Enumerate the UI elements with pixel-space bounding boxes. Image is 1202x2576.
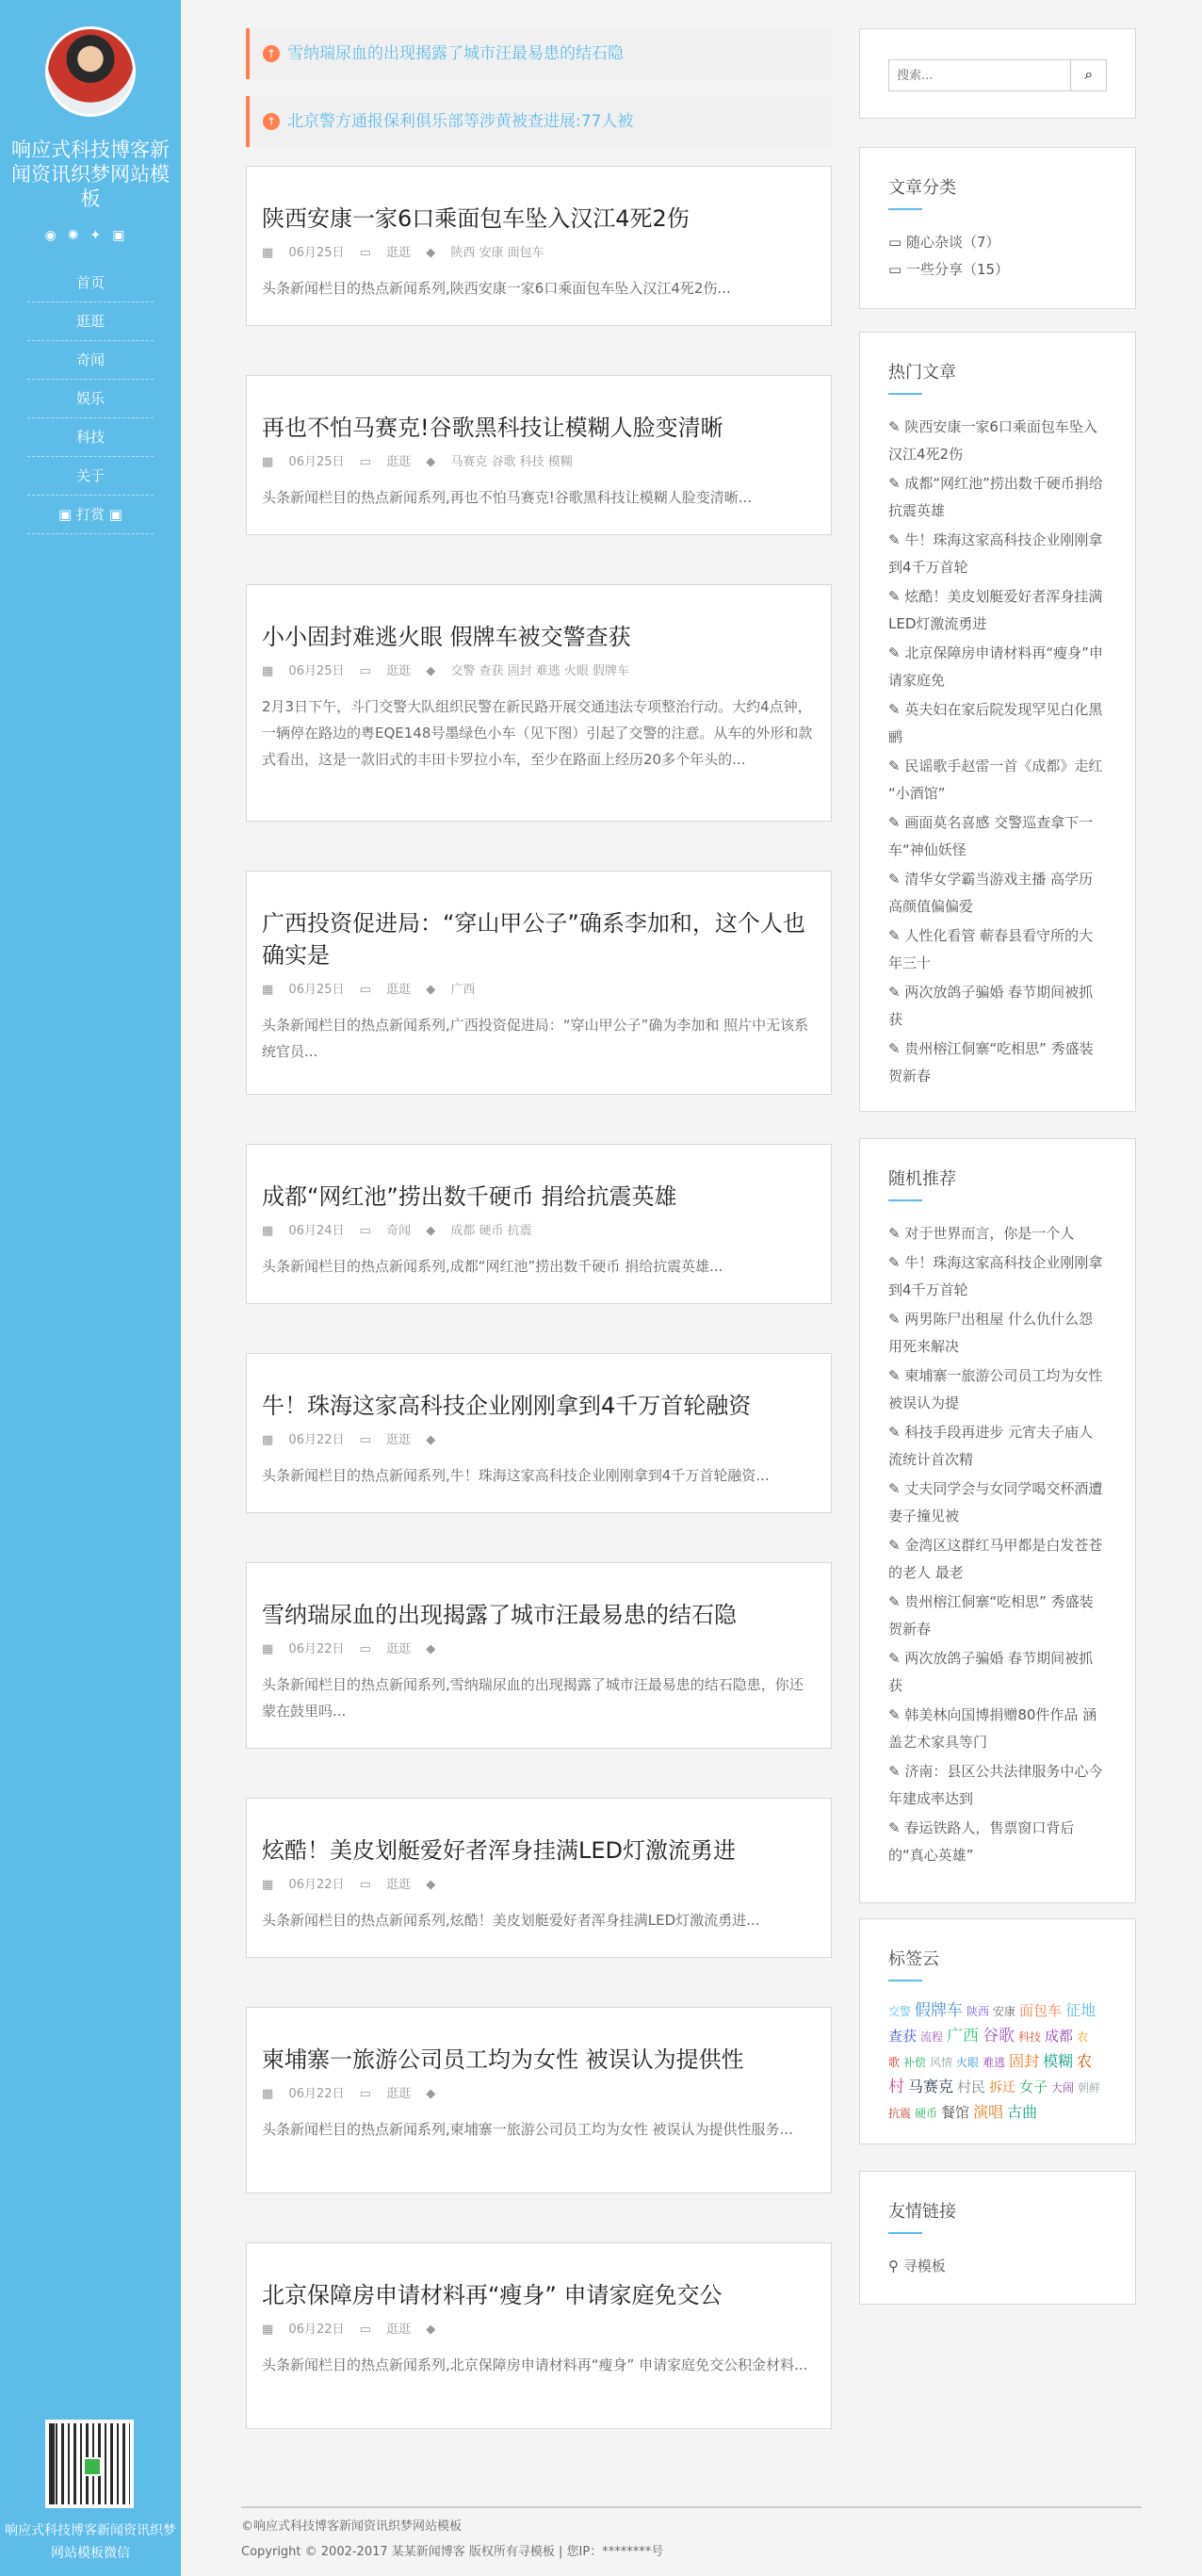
lock-icon: ▣ xyxy=(105,506,122,523)
list-item-label[interactable]: 贵州榕江侗寨“吃相思” 秀盛装贺新春 xyxy=(888,1593,1094,1638)
post-title[interactable]: 广西投资促进局：“穿山甲公子”确系李加和，这个人也确实是 xyxy=(262,910,805,969)
post-title[interactable]: 雪纳瑞尿血的出现揭露了城市汪最易患的结石隐 xyxy=(262,1602,737,1628)
post-card xyxy=(246,1144,832,1304)
list-item[interactable] xyxy=(888,1702,1107,1756)
post-meta xyxy=(262,242,816,260)
post-title[interactable]: 陕西安康一家6口乘面包车坠入汉江4死2伤 xyxy=(262,205,690,232)
rss-icon[interactable]: ◉ xyxy=(44,228,68,243)
post-excerpt: 头条新闻栏目的热点新闻系列,广西投资促进局：“穿山甲公子”确为李加和 照片中无该系统官员... xyxy=(262,1017,809,1060)
post-excerpt: 头条新闻栏目的热点新闻系列,陕西安康一家6口乘面包车坠入汉江4死2伤... xyxy=(262,280,731,297)
tag-link[interactable]: 查获 xyxy=(888,2028,918,2045)
list-item-label[interactable]: 两次放鸽子骗婚 春节期间被抓获 xyxy=(888,1650,1094,1694)
tag-icon: ◆ xyxy=(426,664,440,678)
widget-title: 标签云 xyxy=(888,1946,1107,1981)
tag-icon: ◆ xyxy=(426,246,440,260)
donate-label: 打赏 xyxy=(75,506,105,523)
list-item[interactable] xyxy=(888,583,1107,638)
tag-link[interactable]: 交警 xyxy=(888,2005,912,2018)
pencil-icon: ✎ xyxy=(888,758,905,774)
list-item-label[interactable]: 英夫妇在家后院发现罕见白化黑鹂 xyxy=(888,701,1103,745)
list-item[interactable] xyxy=(888,1758,1107,1813)
pencil-icon: ✎ xyxy=(888,1254,905,1271)
pencil-icon: ✎ xyxy=(888,588,905,605)
post-date: 06月22日 xyxy=(288,2087,345,2101)
weibo-icon[interactable]: ✺ xyxy=(67,228,90,243)
pencil-icon: ✎ xyxy=(888,814,905,831)
post-title[interactable]: 柬埔寨一旅游公司员工均为女性 被误认为提供性 xyxy=(262,2046,744,2073)
post-title[interactable]: 北京保障房申请材料再“瘦身” 申请家庭免交公 xyxy=(262,2282,723,2308)
post-excerpt: 2月3日下午，斗门交警大队组织民警在新民路开展交通违法专项整治行动。大约4点钟，一辆停在路边的粤EQE148号墨绿色小车（见下图）引起了交警的注意。从车的外形和款式看出，这是一款旧式的丰田卡罗拉小车，至少在路面上经历20多个年头的... xyxy=(262,698,813,768)
tag-link[interactable]: 大闹 xyxy=(1051,2081,1075,2095)
list-item-label[interactable]: 金湾区这群红马甲都是白发苍苍的老人 最老 xyxy=(888,1537,1103,1581)
pencil-icon: ✎ xyxy=(888,1763,905,1780)
pencil-icon: ✎ xyxy=(888,1706,905,1723)
nav-item-oddities[interactable]: 奇闻 xyxy=(27,341,154,380)
notice-text[interactable]: 北京警方通报保利俱乐部等涉黄被查进展:77人被 xyxy=(287,112,634,131)
calendar-icon: ▦ xyxy=(262,1433,278,1447)
pencil-icon: ✎ xyxy=(888,1311,905,1328)
tag-link[interactable]: 马赛克 xyxy=(908,2078,954,2095)
tag-link[interactable]: 陕西 xyxy=(966,2005,990,2018)
pencil-icon: ✎ xyxy=(888,418,905,435)
tag-link[interactable]: 餐馆 xyxy=(941,2104,970,2121)
pencil-icon: ✎ xyxy=(888,1424,905,1441)
main-nav xyxy=(27,264,154,534)
pencil-icon: ✎ xyxy=(888,1480,905,1497)
list-item[interactable] xyxy=(888,414,1107,468)
list-item-label[interactable]: 韩美林向国博捐赠80件作品 涵盖艺术家具等门 xyxy=(888,1706,1097,1751)
tag-link[interactable]: 古曲 xyxy=(1007,2103,1038,2121)
post-card xyxy=(246,2007,832,2193)
post-date: 06月25日 xyxy=(288,664,345,678)
pencil-icon: ✎ xyxy=(888,1225,905,1242)
pencil-icon: ✎ xyxy=(888,1040,905,1057)
post-tags[interactable]: 交警 查获 固封 难逃 火眼 假牌车 xyxy=(450,664,630,678)
post-date: 06月22日 xyxy=(288,2323,345,2337)
folder-icon: ▭ xyxy=(359,2087,376,2101)
footer-site-name[interactable]: ©响应式科技博客新闻资讯织梦网站模板 xyxy=(241,2519,463,2534)
post-meta xyxy=(262,451,816,469)
friend-link-list xyxy=(888,2253,1107,2280)
pencil-icon: ✎ xyxy=(888,701,905,718)
folder-icon: ▭ xyxy=(359,664,376,678)
post-date: 06月25日 xyxy=(288,455,345,469)
pencil-icon: ✎ xyxy=(888,1593,905,1610)
list-item-label[interactable]: 北京保障房申请材料再“瘦身”申请家庭免 xyxy=(888,644,1103,689)
nav-item-entertainment[interactable]: 娱乐 xyxy=(27,380,154,418)
tag-link[interactable]: 模糊 xyxy=(1043,2052,1074,2070)
wechat-qr-code xyxy=(45,2420,134,2508)
nav-item-home[interactable]: 首页 xyxy=(27,264,154,302)
search-button[interactable] xyxy=(1071,59,1107,91)
post-tags[interactable]: 陕西 安康 面包车 xyxy=(450,246,544,260)
pencil-icon: ✎ xyxy=(888,984,905,1001)
nav-item-donate[interactable] xyxy=(27,496,154,534)
list-item[interactable] xyxy=(888,1645,1107,1700)
post-category[interactable]: 逛逛 xyxy=(386,2323,412,2337)
tag-link[interactable]: 广西 xyxy=(947,2027,980,2046)
calendar-icon: ▦ xyxy=(262,1642,278,1656)
post-card xyxy=(246,375,832,535)
list-item-label[interactable]: 炫酷！美皮划艇爱好者浑身挂满LED灯激流勇进 xyxy=(888,588,1103,632)
list-item[interactable] xyxy=(888,809,1107,864)
list-item[interactable] xyxy=(888,1419,1107,1474)
tag-link[interactable]: 流程 xyxy=(920,2030,944,2044)
pencil-icon: ✎ xyxy=(888,531,905,548)
list-item-label[interactable]: 对于世界而言，你是一个人 xyxy=(904,1225,1075,1242)
site-title[interactable]: 响应式科技博客新闻资讯织梦网站模板 xyxy=(11,139,170,210)
folder-icon: ▭ xyxy=(359,2323,376,2337)
post-card xyxy=(246,1353,832,1513)
tag-link[interactable]: 抗震 xyxy=(888,2107,912,2120)
list-item[interactable] xyxy=(888,640,1107,694)
footer-copyright: Copyright © 2002-2017 某某新闻博客 版权所有寻模板 | 您IP：********号 xyxy=(241,2545,664,2559)
widget-title: 随机推荐 xyxy=(888,1166,1107,1201)
post-title[interactable]: 炫酷！美皮划艇爱好者浑身挂满LED灯激流勇进 xyxy=(262,1837,737,1864)
calendar-icon: ▦ xyxy=(262,246,278,260)
tag-link[interactable]: 风情 xyxy=(930,2056,953,2069)
post-meta xyxy=(262,1639,816,1656)
calendar-icon: ▦ xyxy=(262,455,278,469)
folder-icon: ▭ xyxy=(359,246,376,260)
main-content xyxy=(246,0,832,147)
tag-link[interactable]: 农 xyxy=(1077,2052,1093,2070)
tag-icon: ◆ xyxy=(426,1878,436,1892)
post-meta xyxy=(262,660,816,678)
arrow-up-icon: ↑ xyxy=(263,45,280,62)
list-item-label[interactable]: 科技手段再进步 元宵夫子庙人流统计首次精 xyxy=(888,1424,1094,1468)
post-date: 06月25日 xyxy=(288,983,345,997)
twitter-icon[interactable]: ✦ xyxy=(89,228,113,243)
facebook-icon[interactable]: ▣ xyxy=(112,228,137,243)
post-title[interactable]: 成都“网红池”捞出数千硬币 捐给抗震英雄 xyxy=(262,1183,677,1210)
notice-text[interactable]: 雪纳瑞尿血的出现揭露了城市汪最易患的结石隐 xyxy=(287,44,624,63)
post-tags[interactable]: 成都 硬币 抗震 xyxy=(450,1224,532,1238)
list-item-label[interactable]: 随心杂谈（7） xyxy=(905,234,1000,251)
post-card xyxy=(246,2242,832,2429)
list-item[interactable] xyxy=(888,1035,1107,1090)
hot-posts-widget xyxy=(859,332,1136,1112)
list-item[interactable] xyxy=(888,229,1107,256)
tag-link[interactable]: 硬币 xyxy=(915,2107,938,2120)
post-title[interactable]: 再也不怕马赛克!谷歌黑科技让模糊人脸变清晰 xyxy=(262,415,723,441)
list-item[interactable] xyxy=(888,1532,1107,1587)
calendar-icon: ▦ xyxy=(262,2087,278,2101)
tag-link[interactable]: 成都 xyxy=(1045,2028,1074,2045)
post-tags[interactable]: 马赛克 谷歌 科技 模糊 xyxy=(450,455,573,469)
category-widget xyxy=(859,147,1136,309)
post-category[interactable]: 逛逛 xyxy=(386,2087,412,2101)
folder-icon: ▭ xyxy=(359,1878,376,1892)
folder-icon: ▭ xyxy=(359,983,376,997)
left-sidebar xyxy=(0,0,181,2576)
search-icon: ⌕ xyxy=(1084,67,1094,83)
tag-link[interactable]: 难逃 xyxy=(983,2056,1006,2069)
tag-link[interactable]: 朝鲜 xyxy=(1078,2081,1101,2095)
tag-icon: ◆ xyxy=(426,1642,436,1656)
post-tags[interactable]: 广西 xyxy=(450,983,476,997)
list-item[interactable] xyxy=(888,1220,1107,1247)
pencil-icon: ✎ xyxy=(888,1537,905,1554)
random-post-list xyxy=(888,1220,1107,1869)
post-card xyxy=(246,1562,832,1749)
pencil-icon: ✎ xyxy=(888,475,905,492)
list-item-label[interactable]: 牛！珠海这家高科技企业刚刚拿到4千万首轮 xyxy=(888,531,1103,576)
nav-item-tech[interactable]: 科技 xyxy=(27,418,154,457)
post-category[interactable]: 逛逛 xyxy=(386,1642,412,1656)
qr-caption: 响应式科技博客新闻资讯织梦网站模板微信 xyxy=(5,2523,176,2561)
tag-link[interactable]: 征地 xyxy=(1065,2001,1096,2019)
tag-link[interactable]: 拆迁 xyxy=(989,2080,1016,2095)
list-item-label[interactable]: 济南：县区公共法律服务中心今年建成率达到 xyxy=(888,1763,1103,1807)
list-item-label[interactable]: 牛！珠海这家高科技企业刚刚拿到4千万首轮 xyxy=(888,1254,1103,1298)
lock-icon: ▣ xyxy=(58,506,76,523)
tag-link[interactable]: 假牌车 xyxy=(915,2001,964,2020)
arrow-up-icon: ↑ xyxy=(263,113,280,130)
pencil-icon: ✎ xyxy=(888,1367,905,1384)
post-date: 06月25日 xyxy=(288,246,345,260)
folder-icon: ▭ xyxy=(359,455,376,469)
post-date: 06月24日 xyxy=(288,1224,345,1238)
footer xyxy=(241,2506,1142,2559)
post-card xyxy=(246,1798,832,1958)
tag-link[interactable]: 村 xyxy=(888,2078,904,2096)
folder-icon: ▭ xyxy=(359,1642,376,1656)
list-item-label[interactable]: 一些分享（15） xyxy=(905,261,1010,278)
folder-icon: ▭ xyxy=(888,234,906,251)
post-excerpt: 头条新闻栏目的热点新闻系列,成都“网红池”捞出数千硬币 捐给抗震英雄... xyxy=(262,1258,723,1275)
post-date: 06月22日 xyxy=(288,1433,345,1447)
tag-icon: ◆ xyxy=(426,1224,440,1238)
folder-icon: ▭ xyxy=(888,261,906,278)
post-excerpt: 头条新闻栏目的热点新闻系列,柬埔寨一旅游公司员工均为女性 被误认为提供性服务... xyxy=(262,2121,793,2138)
tag-link[interactable]: 火眼 xyxy=(956,2056,980,2069)
post-category[interactable]: 逛逛 xyxy=(386,246,412,260)
post-title[interactable]: 牛！珠海这家高科技企业刚刚拿到4千万首轮融资 xyxy=(262,1393,752,1419)
pencil-icon: ✎ xyxy=(888,644,905,661)
tag-link[interactable]: 女子 xyxy=(1019,2079,1048,2095)
tag-icon: ◆ xyxy=(426,455,440,469)
post-category[interactable]: 逛逛 xyxy=(386,983,412,997)
pencil-icon: ✎ xyxy=(888,927,905,944)
list-item[interactable] xyxy=(888,1815,1107,1869)
list-item[interactable] xyxy=(888,1475,1107,1530)
list-item[interactable] xyxy=(888,696,1107,751)
post-meta xyxy=(262,1220,816,1238)
list-item-label[interactable]: 民谣歌手赵雷一首《成都》走红 “小酒馆” xyxy=(888,758,1103,802)
post-excerpt: 头条新闻栏目的热点新闻系列,北京保障房申请材料再“瘦身” 申请家庭免交公积金材料... xyxy=(262,2356,808,2373)
list-item-label[interactable]: 寻模板 xyxy=(902,2258,946,2274)
widget-title: 文章分类 xyxy=(888,174,1107,210)
tag-link[interactable]: 谷歌 xyxy=(983,2027,1015,2046)
list-item[interactable] xyxy=(888,979,1107,1034)
list-item-label[interactable]: 画面莫名喜感 交警巡查拿下一车“神仙妖怪 xyxy=(888,814,1094,858)
tag-link[interactable]: 演唱 xyxy=(973,2103,1004,2121)
post-excerpt: 头条新闻栏目的热点新闻系列,牛！珠海这家高科技企业刚刚拿到4千万首轮融资... xyxy=(262,1467,770,1484)
search-input[interactable] xyxy=(888,59,1071,91)
list-item[interactable] xyxy=(888,922,1107,977)
tag-link[interactable]: 面包车 xyxy=(1019,2002,1063,2019)
social-links xyxy=(0,228,181,243)
random-posts-widget xyxy=(859,1138,1136,1903)
post-date: 06月22日 xyxy=(288,1642,345,1656)
pencil-icon: ✎ xyxy=(888,1650,905,1667)
tag-icon: ◆ xyxy=(426,983,440,997)
list-item-label[interactable]: 两男陈尸出租屋 什么仇什么怨用死来解决 xyxy=(888,1311,1094,1355)
post-category[interactable]: 逛逛 xyxy=(386,664,412,678)
tag-link[interactable]: 科技 xyxy=(1018,2030,1042,2044)
post-excerpt: 头条新闻栏目的热点新闻系列,再也不怕马赛克!谷歌黑科技让模糊人脸变清晰... xyxy=(262,489,753,506)
post-meta xyxy=(262,2083,816,2101)
post-card xyxy=(246,871,832,1095)
list-item[interactable] xyxy=(888,256,1107,284)
list-item-label[interactable]: 成都“网红池”捞出数千硬币捐给抗震英雄 xyxy=(888,475,1103,519)
list-item[interactable] xyxy=(888,1306,1107,1361)
post-title[interactable]: 小小固封难逃火眼 假牌车被交警查获 xyxy=(262,624,631,650)
pencil-icon: ✎ xyxy=(888,871,905,888)
list-item-label[interactable]: 春运铁路人，售票窗口背后的“真心英雄” xyxy=(888,1819,1075,1864)
list-item[interactable] xyxy=(888,1589,1107,1643)
friend-links-widget xyxy=(859,2171,1136,2305)
folder-icon: ▭ xyxy=(359,1433,376,1447)
list-item-label[interactable]: 清华女学霸当游戏主播 高学历高颜值偏偏爱 xyxy=(888,871,1094,915)
calendar-icon: ▦ xyxy=(262,983,278,997)
tag-icon: ◆ xyxy=(426,2087,436,2101)
list-item-label[interactable]: 人性化看管 蕲春县看守所的大年三十 xyxy=(888,927,1094,971)
calendar-icon: ▦ xyxy=(262,2323,278,2337)
tag-link[interactable]: 歌 xyxy=(888,2056,901,2069)
nav-item-about[interactable]: 关于 xyxy=(27,457,154,496)
post-meta xyxy=(262,1874,816,1892)
post-meta xyxy=(262,979,816,997)
post-category[interactable]: 逛逛 xyxy=(386,1878,412,1892)
category-list xyxy=(888,229,1107,284)
list-item-label[interactable]: 柬埔寨一旅游公司员工均为女性 被误认为提 xyxy=(888,1367,1103,1411)
folder-icon: ▭ xyxy=(359,1224,376,1238)
list-item[interactable] xyxy=(888,866,1107,921)
list-item[interactable] xyxy=(888,2253,1107,2280)
nav-item-browse[interactable]: 逛逛 xyxy=(27,302,154,341)
list-item-label[interactable]: 两次放鸽子骗婚 春节期间被抓获 xyxy=(888,984,1094,1028)
tag-icon: ◆ xyxy=(426,2323,436,2337)
post-date: 06月22日 xyxy=(288,1878,345,1892)
post-meta xyxy=(262,1429,816,1447)
notice-item[interactable] xyxy=(246,96,832,147)
post-category[interactable]: 逛逛 xyxy=(386,1433,412,1447)
tag-link[interactable]: 安康 xyxy=(993,2005,1016,2018)
post-excerpt: 头条新闻栏目的热点新闻系列,炫酷！美皮划艇爱好者浑身挂满LED灯激流勇进... xyxy=(262,1912,760,1929)
tag-cloud-widget xyxy=(859,1918,1136,2144)
tag-cloud xyxy=(888,1998,1107,2126)
tag-icon: ◆ xyxy=(426,1433,436,1447)
tag-link[interactable]: 补偿 xyxy=(903,2056,927,2069)
tag-link[interactable]: 村民 xyxy=(957,2079,986,2095)
notice-item[interactable] xyxy=(246,28,832,79)
calendar-icon: ▦ xyxy=(262,1878,278,1892)
list-item[interactable] xyxy=(888,470,1107,525)
calendar-icon: ▦ xyxy=(262,1224,278,1238)
widget-title: 友情链接 xyxy=(888,2198,1107,2234)
post-meta xyxy=(262,2319,816,2337)
post-excerpt: 头条新闻栏目的热点新闻系列,雪纳瑞尿血的出现揭露了城市汪最易患的结石隐患，你还蒙在鼓里吗... xyxy=(262,1676,804,1720)
list-item-label[interactable]: 陕西安康一家6口乘面包车坠入汉江4死2伤 xyxy=(888,418,1097,463)
calendar-icon: ▦ xyxy=(262,664,278,678)
avatar[interactable] xyxy=(45,26,136,117)
list-item[interactable] xyxy=(888,753,1107,807)
link-icon: ⚲ xyxy=(888,2258,903,2274)
list-item[interactable] xyxy=(888,527,1107,581)
post-card xyxy=(246,166,832,326)
list-item[interactable] xyxy=(888,1362,1107,1417)
search-widget xyxy=(859,28,1136,119)
tag-link[interactable]: 固封 xyxy=(1009,2052,1040,2070)
pencil-icon: ✎ xyxy=(888,1819,905,1836)
hot-post-list xyxy=(888,414,1107,1090)
list-item-label[interactable]: 贵州榕江侗寨“吃相思” 秀盛装贺新春 xyxy=(888,1040,1094,1084)
list-item[interactable] xyxy=(888,1249,1107,1304)
list-item-label[interactable]: 丈夫同学会与女同学喝交杯酒遭妻子撞见被 xyxy=(888,1480,1103,1524)
widget-title: 热门文章 xyxy=(888,359,1107,395)
post-card xyxy=(246,584,832,822)
post-category[interactable]: 奇闻 xyxy=(386,1224,412,1238)
post-category[interactable]: 逛逛 xyxy=(386,455,412,469)
tag-link[interactable]: 农 xyxy=(1077,2030,1089,2044)
